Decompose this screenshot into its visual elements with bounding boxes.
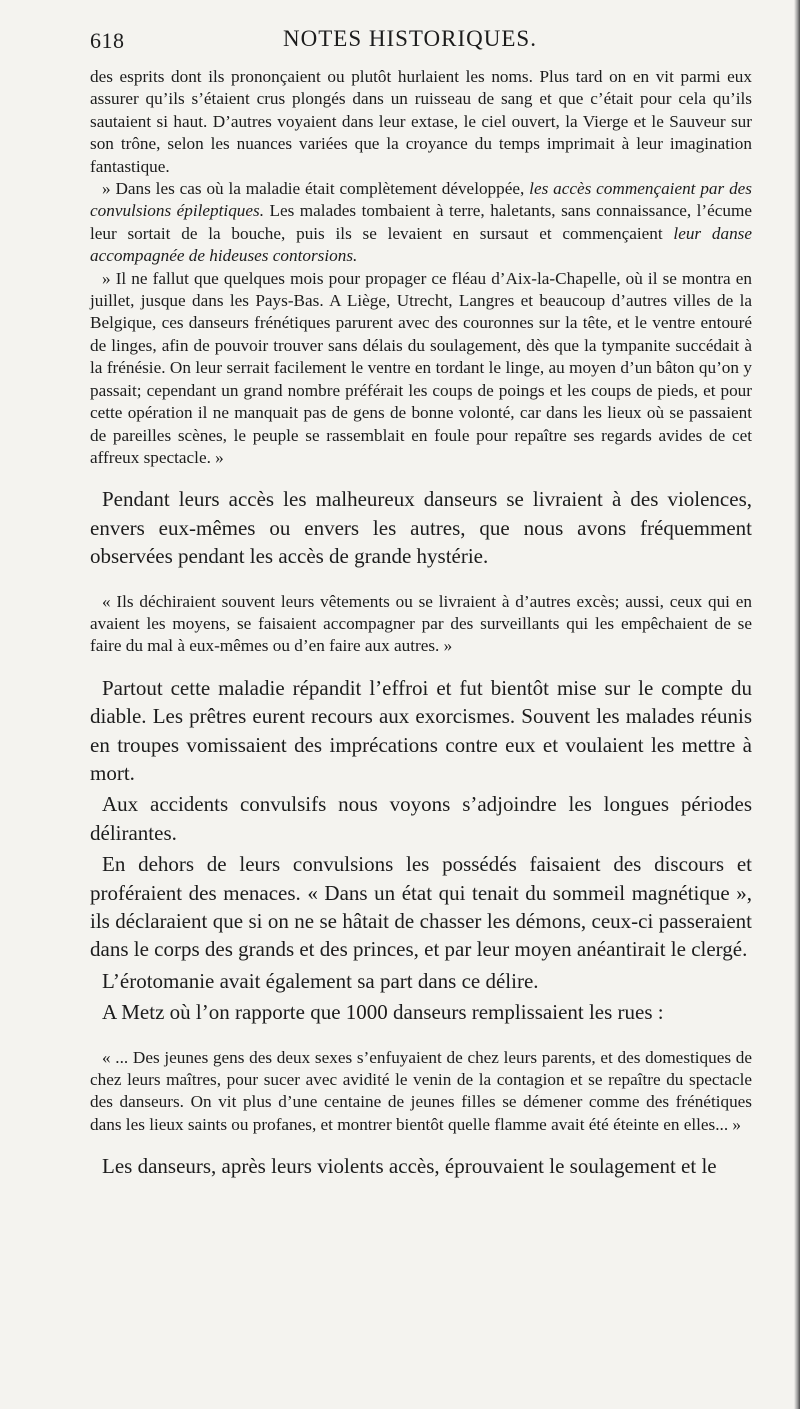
quoted-passage-3: [90, 1047, 752, 1137]
page-number: 618: [90, 28, 125, 53]
main-paragraph: Aux accidents convulsifs nous voyons s’adjoindre les longues périodes délirantes.: [90, 792, 752, 845]
main-paragraph: En dehors de leurs convulsions les possédés faisaient des discours et proféraient des menaces. « Dans un état qui tenait du sommeil magnétique », ils déclaraient que si on ne se hâtait de chasser les démons, ceux-ci passeraient dans le corps des grands et des princes, et par leur moyen anéantirait le clergé.: [90, 852, 752, 962]
quote-paragraph: « Ils déchiraient souvent leurs vêtements ou se livraient à d’autres excès; aussi, ceux qui en avaient les moyens, se faisaient accompagner par des surveillants qui les empêchaient de se faire du mal à eux-mêmes ou d’en faire aux autres. »: [90, 591, 752, 656]
main-paragraph-group-1: [90, 485, 752, 570]
quote-italic-text: leur danse accompagnée de hideuses contorsions.: [90, 223, 752, 266]
quote-paragraph: [90, 178, 752, 268]
quote-paragraph: « ... Des jeunes gens des deux sexes s’enfuyaient de chez leurs parents, et des domestiques de chez leurs maîtres, pour sucer avec avidité le venin de la contagion et se repaître du spectacle des danseurs. On vit plus d’une centaine de jeunes filles se démener comme des frénétiques dans les lieux saints ou profanes, et montrer bientôt quelle flamme avait été éteinte en elles... »: [90, 1047, 752, 1134]
main-paragraph: Partout cette maladie répandit l’effroi et fut bientôt mise sur le compte du diable. Les prêtres eurent recours aux exorcismes. Souvent les malades réunis en troupes vomissaient des imprécations contre eux et voulaient les mettre à mort.: [90, 675, 752, 785]
page-edge-shadow: [794, 0, 800, 1409]
text-body: [90, 66, 752, 1181]
running-title: NOTES HISTORIQUES.: [283, 26, 537, 51]
main-paragraph-group-3: [90, 1152, 752, 1180]
main-paragraph: L’érotomanie avait également sa part dans ce délire.: [102, 968, 539, 993]
main-paragraph-group-2: [90, 674, 752, 1027]
quote-paragraph: » Il ne fallut que quelques mois pour propager ce fléau d’Aix-la-Chapelle, où il se montra en juillet, jusque dans les Pays-Bas. A Liège, Utrecht, Langres et beaucoup d’autres villes de la Belgique, ces danseurs frénétiques parurent avec des couronnes sur la tête, et le ventre entouré de linges, afin de pouvoir trouver sans délais du soulagement, dès que la tympanite succédait à la frénésie. On leur serrait facilement le ventre en tordant le linge, au moyen d’un bâton qu’on y passait; cependant un grand nombre préférait les coups de poings et les coups de pieds, et pour cette opération il ne manquait pas de gens de bonne volonté, car dans les lieux où se passaient de pareilles scènes, le peuple se rassemblait en foule pour repaître ses regards avides de cet affreux spectacle. »: [90, 268, 752, 467]
quote-italic-text: les accès commençaient par des convulsions épileptiques.: [90, 179, 752, 221]
quote-paragraph: des esprits dont ils prononçaient ou plutôt hurlaient les noms. Plus tard on en vit parmi eux assurer qu’ils s’étaient crus plongés dans un ruisseau de sang et que c’était pour cela qu’ils sautaient si haut. D’autres voyaient dans leur extase, le ciel ouvert, la Vierge et le Sauveur sur son trône, selon les nuances variées que la croyance du temps imprimait à leur imagination fantastique.: [90, 67, 752, 176]
main-paragraph: Les danseurs, après leurs violents accès, éprouvaient le soulagement et le: [102, 1154, 717, 1179]
running-head: [90, 26, 730, 56]
main-paragraph: Pendant leurs accès les malheureux danseurs se livraient à des violences, envers eux-mêmes ou envers les autres, que nous avons fréquemment observées pendant les accès de grande hystérie.: [90, 487, 752, 569]
quoted-passage-1: [90, 66, 752, 469]
main-paragraph: A Metz où l’on rapporte que 1000 danseurs remplissaient les rues :: [102, 1000, 664, 1025]
quote-text: Les malades tombaient à terre, haletants, sans connaissance, l’écume leur sortait de la bouche, puis ils se levaient en sursaut et commençaient: [90, 201, 752, 243]
quoted-passage-2: [90, 591, 752, 658]
quote-text: » Dans les cas où la maladie était complètement développée,: [102, 179, 530, 199]
